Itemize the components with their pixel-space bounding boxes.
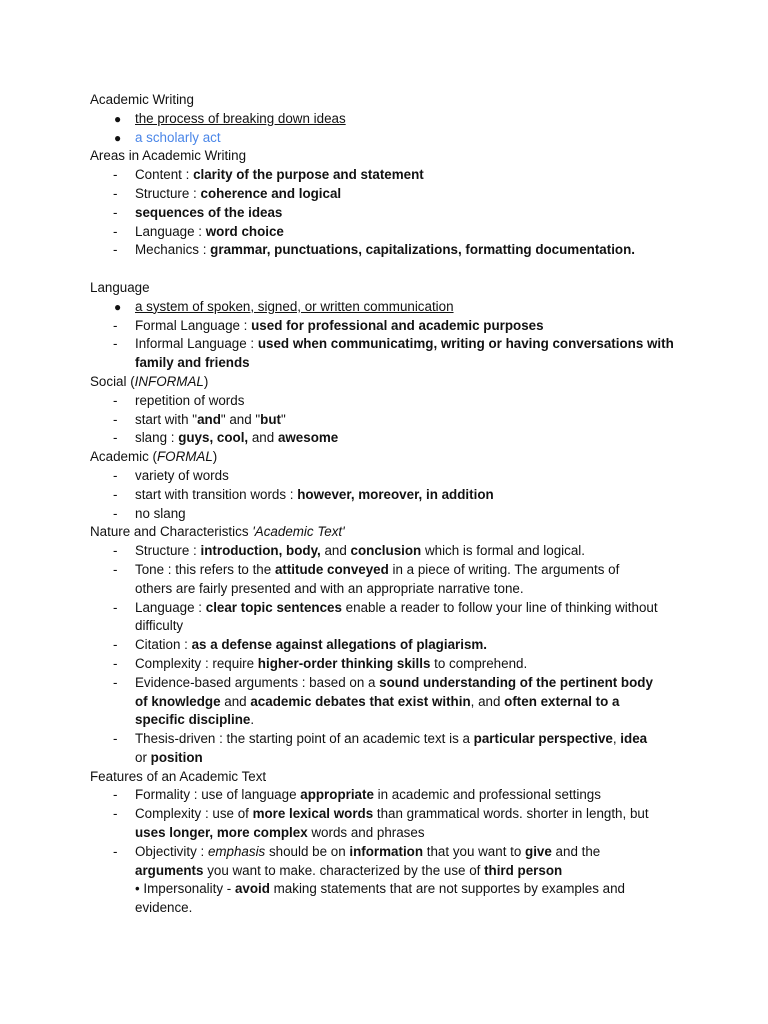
text-fragment: -: [113, 655, 118, 671]
text-fragment: -: [113, 167, 118, 183]
bullet-marker: ●: [114, 130, 122, 145]
text-fragment: position: [150, 749, 203, 765]
text-fragment: .: [250, 712, 255, 728]
text-fragment: introduction, body,: [200, 543, 321, 559]
list-item: [90, 166, 690, 185]
text-fragment: ,: [612, 731, 621, 747]
text-fragment: however, moreover, in addition: [297, 486, 494, 502]
text-fragment: -: [113, 411, 118, 427]
text-fragment: and: [197, 411, 221, 427]
text-fragment: slang :: [135, 430, 179, 446]
text-fragment: a system of spoken, signed, or written communication: [135, 298, 454, 314]
text-fragment: ": [281, 411, 286, 427]
text-fragment: start with transition words :: [135, 486, 298, 502]
text-fragment: conclusion: [350, 543, 422, 559]
text-fragment: Citation :: [135, 637, 192, 653]
text-fragment: difficulty: [135, 618, 184, 634]
text-fragment: -: [113, 204, 118, 220]
text-fragment: more lexical words: [252, 806, 374, 822]
text-fragment: and: [320, 543, 351, 559]
text-fragment: FORMAL: [156, 449, 213, 465]
list-item: [90, 599, 690, 637]
list-item: [90, 561, 690, 599]
text-fragment: higher-order thinking skills: [257, 655, 431, 671]
text-fragment: the process of breaking down ideas: [135, 110, 346, 126]
text-fragment: arguments: [135, 862, 204, 878]
bullet-marker: ●: [114, 111, 122, 126]
text-fragment: sequences of the ideas: [135, 204, 283, 220]
text-fragment: Academic (: [90, 449, 157, 465]
list-item: [90, 335, 715, 373]
list-item: [90, 129, 690, 148]
text-fragment: Formality : use of language: [135, 787, 301, 803]
list-item: [90, 467, 690, 486]
bullet-marker: ●: [114, 299, 122, 314]
text-fragment: ): [203, 373, 209, 389]
text-fragment: -: [113, 543, 118, 559]
list-item: [90, 786, 690, 805]
text-fragment: you want to make. characterized by the use of: [203, 862, 485, 878]
text-fragment: -: [113, 505, 118, 521]
text-fragment: Nature and Characteristics: [90, 524, 253, 540]
text-fragment: repetition of words: [135, 392, 245, 408]
list-item: [90, 185, 690, 204]
text-fragment: and: [220, 693, 251, 709]
text-fragment: -: [113, 185, 118, 201]
text-fragment: often external to a: [504, 693, 620, 709]
text-fragment: evidence.: [135, 900, 193, 916]
text-fragment: academic debates that exist within: [250, 693, 471, 709]
text-fragment: avoid: [234, 881, 270, 897]
list-item: [90, 505, 690, 524]
list-item: [90, 805, 690, 843]
text-fragment: Informal Language :: [135, 336, 258, 352]
text-fragment: specific discipline: [135, 712, 251, 728]
text-fragment: INFORMAL: [134, 373, 204, 389]
text-fragment: of knowledge: [135, 693, 221, 709]
list-item: [90, 674, 690, 730]
text-fragment: -: [113, 731, 118, 747]
text-fragment: Evidence-based arguments : based on a: [135, 674, 380, 690]
text-fragment: -: [113, 561, 118, 577]
heading-academic: [90, 448, 690, 467]
text-fragment: and the: [551, 843, 601, 859]
text-fragment: guys, cool,: [178, 430, 249, 446]
list-item: [90, 392, 690, 411]
text-fragment: awesome: [277, 430, 339, 446]
text-fragment: making statements that are not supportes by examples and: [269, 881, 625, 897]
text-fragment: but: [260, 411, 281, 427]
text-fragment: -: [113, 467, 118, 483]
text-fragment: as a defense against allegations of plagiarism.: [191, 637, 488, 653]
list-item: [90, 223, 690, 242]
list-item: [90, 486, 690, 505]
text-fragment: Structure :: [135, 185, 201, 201]
text-fragment: -: [113, 317, 118, 333]
text-fragment: word choice: [205, 223, 284, 239]
text-fragment: appropriate: [300, 787, 374, 803]
text-fragment: Objectivity :: [135, 843, 208, 859]
text-fragment: start with ": [135, 411, 198, 427]
text-fragment: Complexity : require: [135, 655, 258, 671]
text-fragment: clear topic sentences: [205, 599, 342, 615]
text-fragment: used for professional and academic purposes: [251, 317, 544, 333]
list-item: [90, 429, 690, 448]
text-fragment: -: [113, 599, 118, 615]
text-fragment: Mechanics :: [135, 242, 211, 258]
text-fragment: -: [113, 223, 118, 239]
text-fragment: -: [113, 637, 118, 653]
text-fragment: others are fairly presented and with an appropriate narrative tone.: [135, 580, 524, 596]
text-fragment: Language :: [135, 599, 206, 615]
text-fragment: variety of words: [135, 467, 229, 483]
scholarly-act-link[interactable]: a scholarly act: [135, 129, 221, 145]
text-fragment: Language :: [135, 223, 206, 239]
text-fragment: than grammatical words. shorter in length, but: [373, 806, 649, 822]
list-item: [90, 110, 690, 129]
list-item: [90, 843, 690, 918]
text-fragment: • Impersonality -: [135, 881, 235, 897]
text-fragment: particular perspective: [473, 731, 613, 747]
heading-academic-writing: Academic Writing: [90, 92, 194, 107]
list-item: [90, 317, 690, 336]
list-item: [90, 542, 690, 561]
text-fragment: should be on: [265, 843, 350, 859]
list-item: [90, 298, 690, 317]
text-fragment: -: [113, 843, 118, 859]
text-fragment: give: [525, 843, 552, 859]
text-fragment: to comprehend.: [430, 655, 528, 671]
spacer: [90, 260, 690, 279]
text-fragment: -: [113, 486, 118, 502]
text-fragment: Formal Language :: [135, 317, 252, 333]
text-fragment: -: [113, 336, 118, 352]
document-body: [90, 91, 690, 918]
text-fragment: -: [113, 242, 118, 258]
text-fragment: sound understanding of the pertinent body: [379, 674, 653, 690]
text-fragment: idea: [620, 731, 648, 747]
text-fragment: -: [113, 392, 118, 408]
text-fragment: in academic and professional settings: [373, 787, 601, 803]
text-fragment: in a piece of writing. The arguments of: [388, 561, 620, 577]
text-fragment: and: [248, 430, 278, 446]
text-fragment: -: [113, 430, 118, 446]
text-fragment: third person: [484, 862, 563, 878]
text-fragment: emphasis: [207, 843, 266, 859]
list-item: [90, 241, 690, 260]
text-fragment: attitude conveyed: [274, 561, 389, 577]
text-fragment: which is formal and logical.: [421, 543, 585, 559]
list-item: [90, 204, 690, 223]
text-fragment: uses longer, more complex: [135, 825, 308, 841]
heading-nature: [90, 523, 690, 542]
text-fragment: Social (: [90, 373, 135, 389]
text-fragment: words and phrases: [307, 825, 425, 841]
text-fragment: -: [113, 787, 118, 803]
text-fragment: Structure :: [135, 543, 201, 559]
text-fragment: Tone : this refers to the: [135, 561, 275, 577]
text-fragment: " and ": [220, 411, 261, 427]
heading-language: Language: [90, 279, 150, 295]
text-fragment: ): [212, 449, 218, 465]
text-fragment: clarity of the purpose and statement: [193, 167, 424, 183]
text-fragment: -: [113, 806, 118, 822]
text-fragment: -: [113, 674, 118, 690]
text-fragment: used when communicatimg, writing or having conversations with family and friends: [135, 336, 674, 371]
text-fragment: enable a reader to follow your line of thinking without: [341, 599, 658, 615]
text-fragment: Complexity : use of: [135, 806, 253, 822]
list-item: [90, 730, 690, 768]
list-item: [90, 655, 690, 674]
text-fragment: or: [135, 749, 151, 765]
list-item: [90, 636, 690, 655]
text-fragment: grammar, punctuations, capitalizations, formatting documentation.: [210, 242, 635, 258]
heading-social: [90, 373, 690, 392]
text-fragment: information: [349, 843, 424, 859]
text-fragment: 'Academic Text': [252, 524, 345, 540]
text-fragment: coherence and logical: [200, 185, 342, 201]
list-item: [90, 411, 690, 430]
text-fragment: that you want to: [423, 843, 526, 859]
text-fragment: , and: [470, 693, 505, 709]
heading-areas: Areas in Academic Writing: [90, 148, 247, 164]
text-fragment: Thesis-driven : the starting point of an academic text is a: [135, 731, 474, 747]
heading-features: Features of an Academic Text: [90, 768, 267, 784]
text-fragment: Content :: [135, 167, 194, 183]
text-fragment: no slang: [135, 505, 186, 521]
